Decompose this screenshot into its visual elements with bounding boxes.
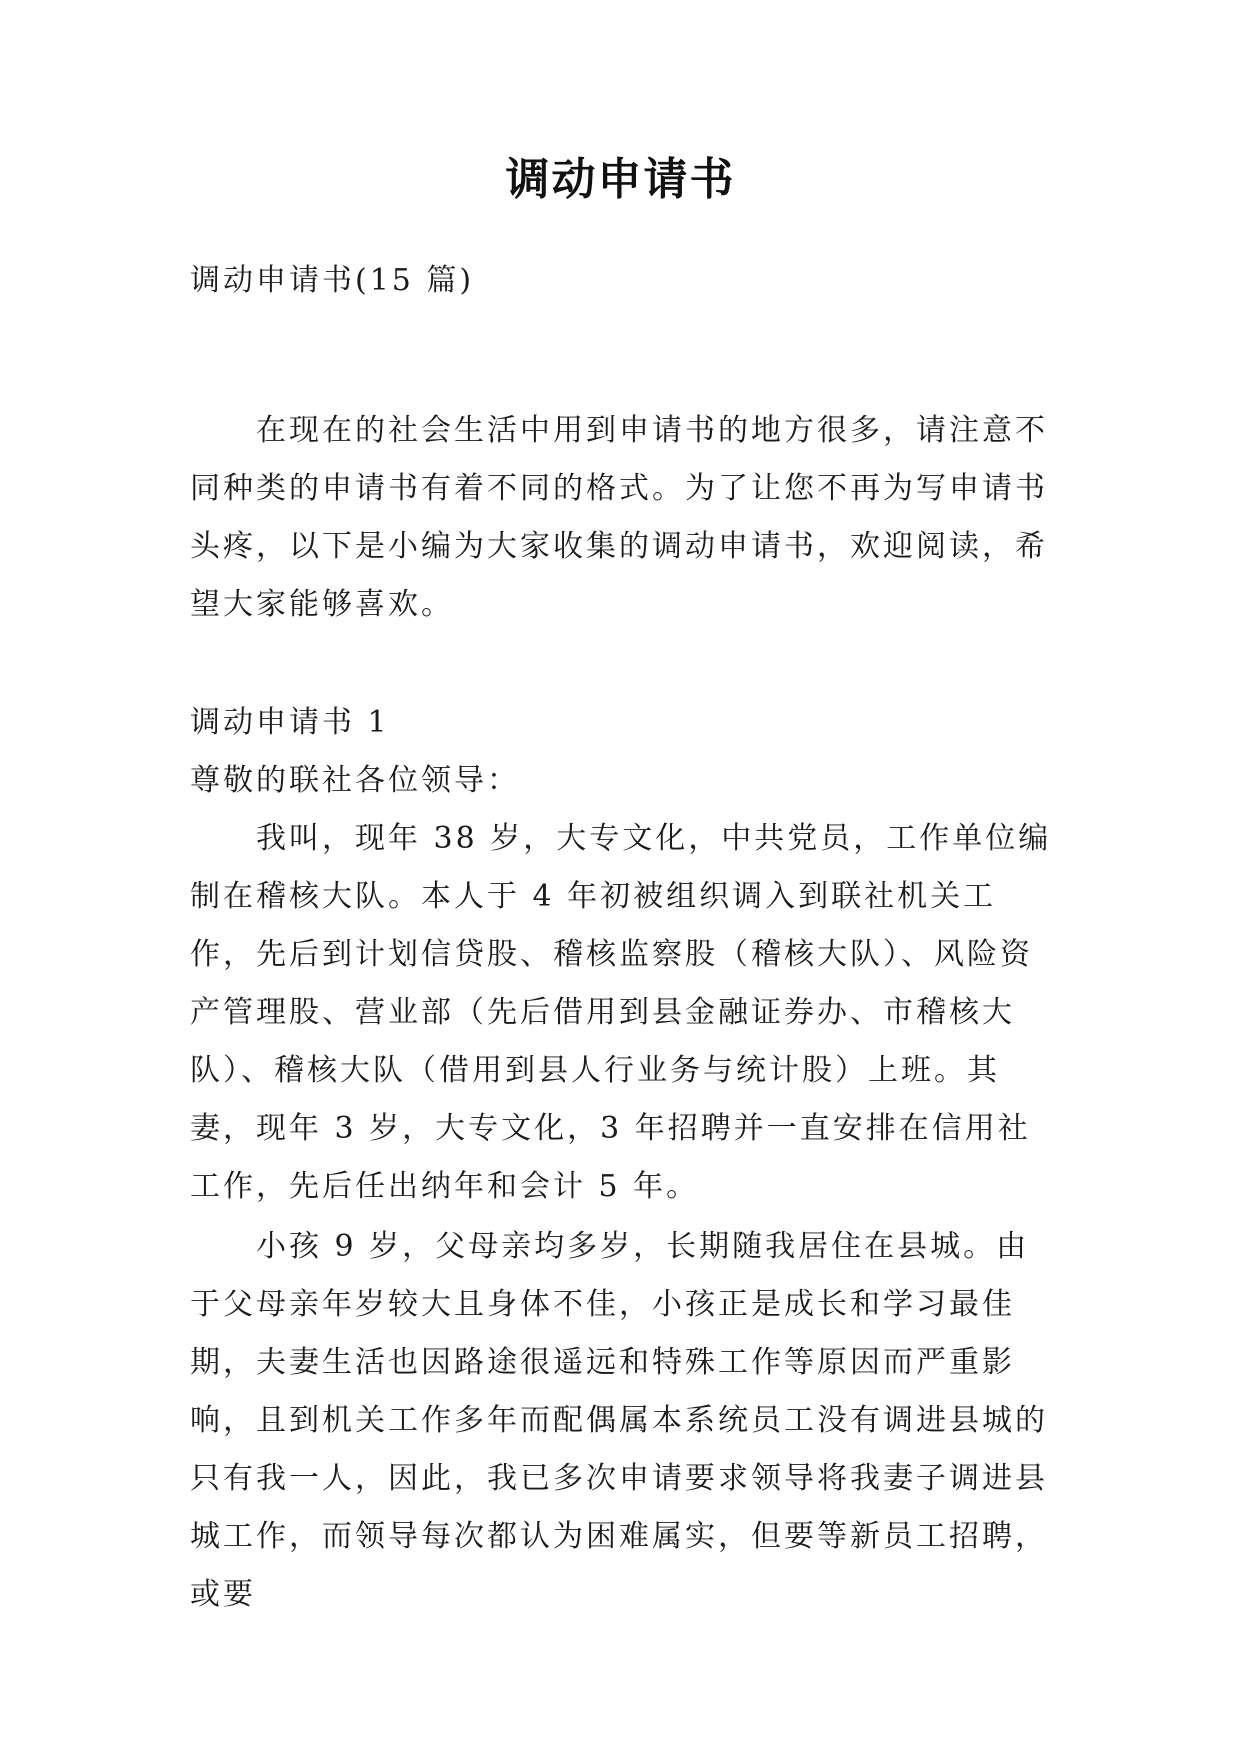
section-heading: 调动申请书 1: [190, 705, 390, 740]
document-title: 调动申请书: [505, 154, 736, 205]
intro-paragraph: 在现在的社会生活中用到申请书的地方很多，请注意不同种类的申请书有着不同的格式。为了让您不再为写申请书头疼，以下是小编为大家收集的调动申请书，欢迎阅读，希望大家能够喜欢。: [190, 413, 1048, 622]
body-paragraph-2: 小孩 9 岁，父母亲均多岁，长期随我居住在县城。由于父母亲年岁较大且身体不佳，小孩正是成长和学习最佳期，夫妻生活也因路途很遥远和特殊工作等原因而严重影响，且到机关工作多年而配偶属本系统员工没有调进县城的只有我一人，因此，我已多次申请要求领导将我妻子调进县城工作，而领导每次都认为困难属实，但要等新员工招聘，或要: [190, 1229, 1048, 1612]
salutation: 尊敬的联社各位领导：: [190, 763, 520, 798]
document-subtitle: 调动申请书(15 篇): [190, 263, 475, 298]
body-paragraph-1: 我叫，现年 38 岁，大专文化，中共党员，工作单位编制在稽核大队。本人于 4 年初被组织调入到联社机关工作，先后到计划信贷股、稽核监察股（稽核大队）、风险资产管理股、营业部（先后借用到县金融证券办、市稽核大队）、稽核大队（借用到县人行业务与统计股）上班。其妻，现年 3 岁，大专文化，3 年招聘并一直安排在信用社工作，先后任出纳年和会计 5 年。: [190, 821, 1052, 1204]
